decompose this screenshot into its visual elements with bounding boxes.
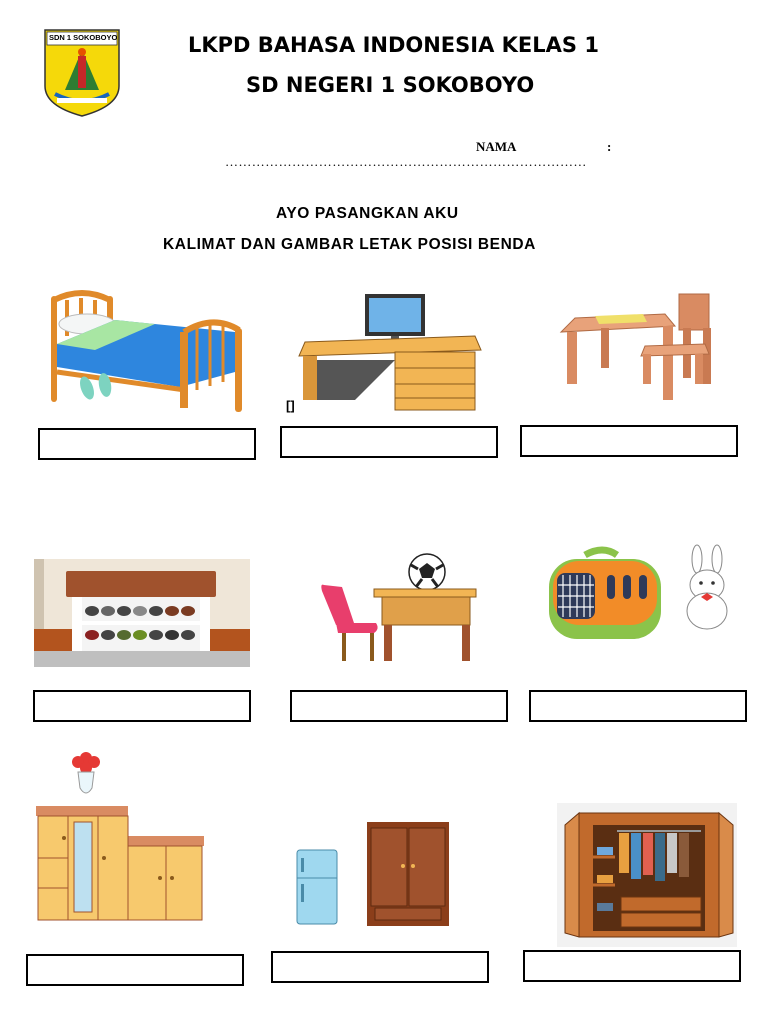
- chair-desk-ball-image: [318, 553, 478, 665]
- cabinet-vase-image: [34, 748, 209, 926]
- name-dotted-line[interactable]: ………………………………………………………………………: [225, 154, 587, 169]
- answer-box-4[interactable]: [33, 690, 251, 722]
- name-colon: :: [607, 139, 612, 154]
- page-title-line2: SD NEGERI 1 SOKOBOYO: [246, 73, 535, 97]
- school-logo-text: SDN 1 SOKOBOYO: [49, 33, 118, 42]
- school-logo: [43, 28, 121, 118]
- bed-image: [45, 292, 245, 412]
- open-wardrobe-image: [557, 803, 737, 947]
- answer-box-3[interactable]: [520, 425, 738, 457]
- fridge-wardrobe-image: [295, 820, 455, 928]
- stray-mark: []: [286, 398, 295, 413]
- pet-carrier-rabbit-image: [545, 545, 745, 645]
- answer-box-9[interactable]: [523, 950, 741, 982]
- answer-box-5[interactable]: [290, 690, 508, 722]
- answer-box-2[interactable]: [280, 426, 498, 458]
- answer-box-6[interactable]: [529, 690, 747, 722]
- instruction-line2: KALIMAT DAN GAMBAR LETAK POSISI BENDA: [163, 236, 536, 253]
- shoe-rack-image: [34, 559, 250, 667]
- answer-box-8[interactable]: [271, 951, 489, 983]
- instruction-line1: AYO PASANGKAN AKU: [276, 205, 459, 222]
- table-chair-image: [555, 292, 725, 417]
- answer-box-7[interactable]: [26, 954, 244, 986]
- answer-box-1[interactable]: [38, 428, 256, 460]
- name-label: NAMA: [476, 139, 517, 154]
- page-title-line1: LKPD BAHASA INDONESIA KELAS 1: [188, 33, 599, 57]
- computer-desk-image: [295, 292, 485, 417]
